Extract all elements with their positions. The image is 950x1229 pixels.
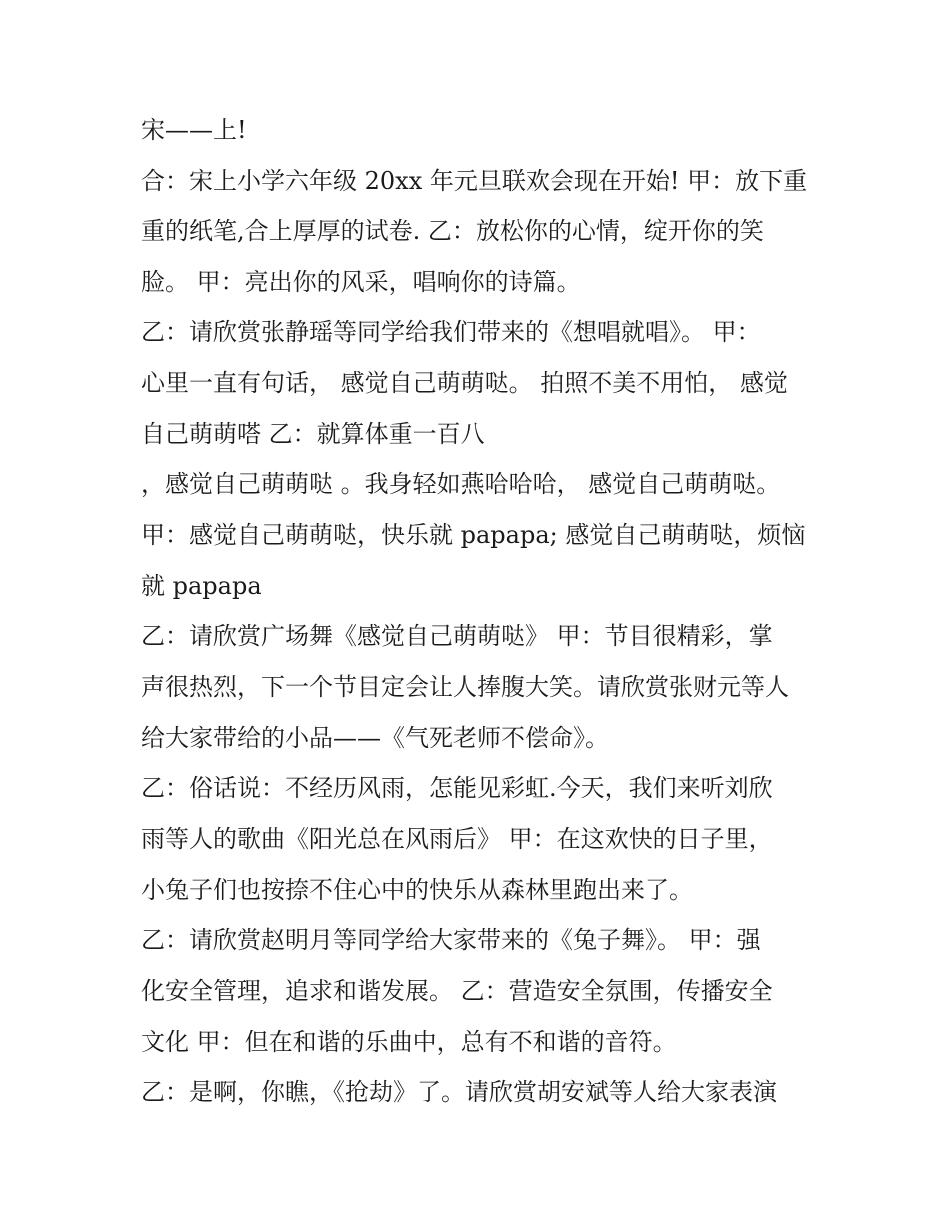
text-line: 声很热烈，下一个节目定会让人捧腹大笑。请欣赏张财元等人: [141, 673, 789, 701]
text-line: ，感觉自己萌萌哒 。我身轻如燕哈哈哈， 感觉自己萌萌哒。: [141, 470, 781, 498]
text-line: 重的纸笔,合上厚厚的试卷. 乙：放松你的心情，绽开你的笑: [141, 217, 764, 245]
text-line: 化安全管理，追求和谐发展。 乙：营造安全氛围，传播安全: [141, 977, 773, 1005]
text-line: 乙：请欣赏赵明月等同学给大家带来的《兔子舞》。 甲：强: [141, 926, 761, 954]
text-line: 自己萌萌嗒 乙：就算体重一百八: [141, 420, 485, 448]
text-line: 文化 甲：但在和谐的乐曲中，总有不和谐的音符。: [141, 1028, 677, 1056]
text-line: 给大家带给的小品——《气死老师不偿命》。: [141, 724, 609, 752]
text-line: 小兔子们也按捺不住心中的快乐从森林里跑出来了。: [141, 876, 693, 904]
text-line: 雨等人的歌曲《阳光总在风雨后》 甲：在这欢快的日子里，: [141, 825, 773, 853]
text-line: 合：宋上小学六年级 20xx 年元旦联欢会现在开始! 甲：放下重: [141, 167, 808, 195]
text-line: 脸。 甲：亮出你的风采，唱响你的诗篇。: [141, 268, 581, 296]
text-line: 宋——上!: [141, 116, 247, 144]
text-line: 乙：请欣赏张静瑶等同学给我们带来的《想唱就唱》。 甲：: [141, 318, 761, 346]
text-line: 甲：感觉自己萌萌哒，快乐就 papapa; 感觉自己萌萌哒，烦恼: [141, 521, 806, 549]
text-line: 心里一直有句话， 感觉自己萌萌哒。 拍照不美不用怕， 感觉: [141, 369, 788, 397]
text-line: 乙：是啊，你瞧，《抢劫》了。请欣赏胡安斌等人给大家表演: [141, 1078, 777, 1106]
text-line: 乙：俗话说：不经历风雨，怎能见彩虹.今天，我们来听刘欣: [141, 774, 773, 802]
text-line: 乙：请欣赏广场舞《感觉自己萌萌哒》 甲：节目很精彩，掌: [141, 622, 773, 650]
text-line: 就 papapa: [141, 572, 262, 600]
